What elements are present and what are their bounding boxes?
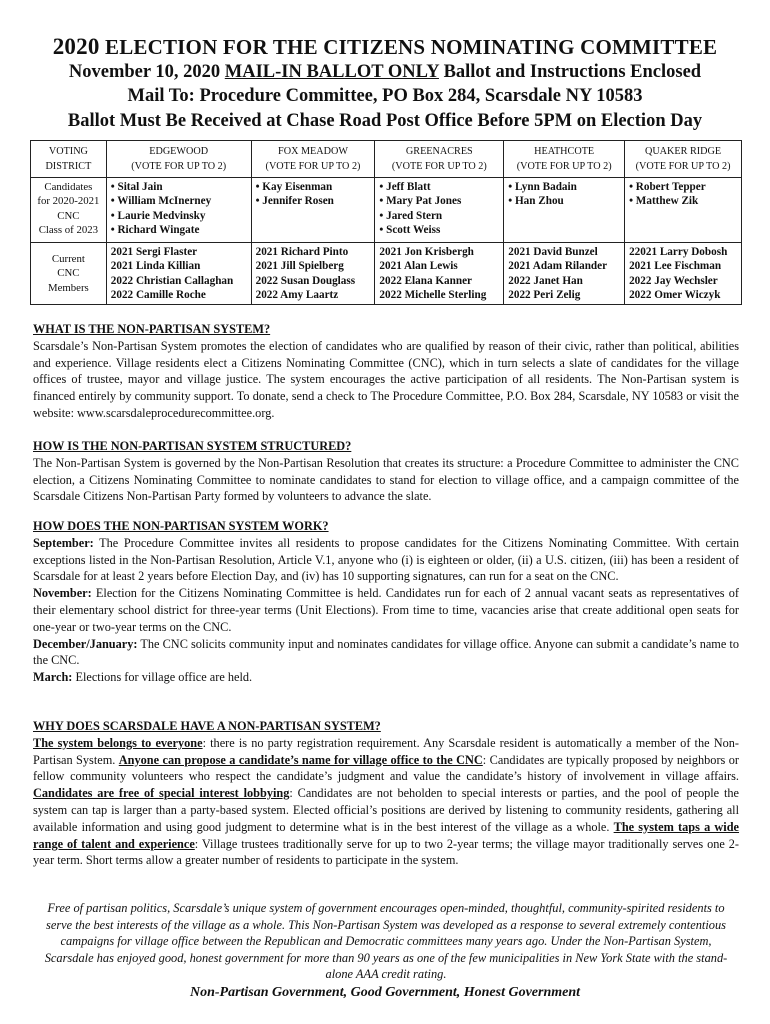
- september-paragraph: September: The Procedure Committee invites all residents to propose candidates for the Citizens Nominating Committee. With certain exceptions listed in the Non-Partisan Resolution, Article V.1, anyone who (i) is eighteen or older, (ii) a U.S. citizen, (iii) has been a resident of Scarsdale for at least 2 years before Election Day, and (iv) has 10 supporting signatures, can run for a seat on the CNC.: [33, 535, 739, 584]
- november-paragraph: November: Election for the Citizens Nominating Committee is held. Candidates run for each of 2 annual vacant seats as representatives of their elementary school district for three-year terms (Unit Elections). From time to time, vacancies arise that create additional open seats for one-year or two-year terms on the CNC.: [33, 586, 739, 634]
- member-list: 22021 Larry Dobosh 2021 Lee Fischman 2022 Jay Wechsler 2022 Omer Wiczyk: [625, 243, 742, 305]
- march-paragraph: March: Elections for village office are held.: [33, 670, 253, 685]
- candidate-list: • Jeff Blatt • Mary Pat Jones • Jared Stern • Scott Weiss: [375, 178, 504, 243]
- district-header: QUAKER RIDGE (VOTE FOR UP TO 2): [625, 141, 742, 178]
- section-text: Scarsdale’s Non-Partisan System promotes the election of candidates who are qualified by reason of their civic, rather than political, abilities and experience. Village residents elect a Citizens Nominating Committee (CNC), which in turn selects a slate of candidates for the village offices of trustee, mayor and village justice. The system encourages the active participation of all residents. The Non-Partisan system is financed entirely by community support. To donate, send a check to The Procedure Committee, P.O. Box 284, Scarsdale, NY 10583 or visit the website: www.scarsdaleprocedurecommittee.org.: [33, 338, 739, 420]
- candidate-list: • Lynn Badain • Han Zhou: [504, 178, 625, 243]
- candidate-list: • Kay Eisenman • Jennifer Rosen: [251, 178, 375, 243]
- section-text: The Non-Partisan System is governed by the Non-Partisan Resolution that creates its structure: a Procedure Committee to administer the CNC election, a Citizens Nominating Committee to nominate candidates to stand for election to village office, and a campaign committee of the Scarsdale Citizens Non-Partisan Party formed by volunteers to advance the slate.: [33, 455, 739, 504]
- candidates-label: Candidates for 2020-2021 CNC Class of 2023: [31, 178, 107, 243]
- candidate-list: • Sital Jain • William McInerney • Laurie Medvinsky • Richard Wingate: [106, 178, 251, 243]
- election-title: [0, 34, 770, 60]
- election-title-rest: ELECTION FOR THE CITIZENS NOMINATING COMMITTEE: [104, 35, 718, 59]
- district-table: [30, 140, 742, 305]
- section-heading: HOW IS THE NON-PARTISAN SYSTEM STRUCTURED?: [33, 439, 352, 453]
- member-list: 2021 Richard Pinto 2021 Jill Spielberg 2022 Susan Douglass 2022 Amy Laartz: [251, 243, 375, 305]
- deadline-notice: Ballot Must Be Received at Chase Road Post Office Before 5PM on Election Day: [67, 111, 703, 131]
- member-list: 2021 David Bunzel 2021 Adam Rilander 2022 Janet Han 2022 Peri Zelig: [504, 243, 625, 305]
- table-header-row: [31, 141, 742, 178]
- enclosure-notice: Ballot and Instructions Enclosed: [438, 62, 702, 82]
- candidate-list: • Robert Tepper • Matthew Zik: [625, 178, 742, 243]
- member-list: 2021 Jon Krisbergh 2021 Alan Lewis 2022 Elana Kanner 2022 Michelle Sterling: [375, 243, 504, 305]
- candidates-row: [31, 178, 742, 243]
- section-text: The system belongs to everyone: there is no party registration requirement. Any Scarsdale resident is automatically a member of the Non- Partisan System. Anyone can propose a candidate’s name for village office to the CNC: Candidates are typically proposed by neighbors or fellow community volunteers who respect the candidate’s judgment and value the candidate’s history of involvement in village affairs. Candidates are free of special interest lobbying: Candidates are not beholden to special interests or parties, and the pool of people the system can tap is larger than a party-based system. Elected official’s positions are derived by listening to community residents, gathering all available information and using good judgment to determine what is in the best interest of the village as a whole. The system taps a wide range of talent and experience: Village trustees traditionally serve for up to two 2-year terms; the village mayor traditionally serves one 2-year term. Short terms allow a greater number of residents to participate in the system.: [33, 735, 740, 868]
- mail-to-address: Mail To: Procedure Committee, PO Box 284, Scarsdale NY 10583: [127, 86, 643, 106]
- district-header: GREENACRES (VOTE FOR UP TO 2): [375, 141, 504, 178]
- section-structure: [33, 438, 739, 505]
- voting-district-header: VOTING DISTRICT: [31, 141, 107, 178]
- section-heading: WHAT IS THE NON-PARTISAN SYSTEM?: [33, 322, 271, 336]
- district-header: HEATHCOTE (VOTE FOR UP TO 2): [504, 141, 625, 178]
- members-label: Current CNC Members: [31, 243, 107, 305]
- mail-in-notice: MAIL-IN BALLOT ONLY: [224, 62, 439, 82]
- section-what-is: [33, 321, 739, 422]
- members-row: [31, 243, 742, 305]
- district-header: FOX MEADOW (VOTE FOR UP TO 2): [251, 141, 375, 178]
- tagline: Non-Partisan Government, Good Government, Honest Government: [189, 985, 581, 1000]
- section-how-it-works: [33, 518, 739, 686]
- section-heading: WHY DOES SCARSDALE HAVE A NON-PARTISAN SYSTEM?: [33, 719, 381, 733]
- closing-statement: Free of partisan politics, Scarsdale’s unique system of government encourages open-minded, thoughtful, community-spirited residents to serve the best interests of the village as a whole. This Non-Partisan System was developed as a response to several extremely contentious campaigns for village office between the Republican and Democratic committees many years ago. Under the Non-Partisan System, Scarsdale has enjoyed good, honest government for more than 90 years as one of the few municipalities in New York State with the stand-alone AAA credit rating.: [44, 901, 728, 982]
- election-year: 2020: [52, 34, 100, 59]
- section-heading: HOW DOES THE NON-PARTISAN SYSTEM WORK?: [33, 519, 329, 533]
- section-why: [33, 718, 739, 869]
- election-date-line: [0, 62, 770, 83]
- december-paragraph: December/January: The CNC solicits community input and nominates candidates for village office. Anyone can submit a candidate’s name to the CNC.: [33, 636, 739, 668]
- district-header: EDGEWOOD (VOTE FOR UP TO 2): [106, 141, 251, 178]
- election-date: November 10, 2020: [68, 62, 225, 82]
- member-list: 2021 Sergi Flaster 2021 Linda Killian 2022 Christian Callaghan 2022 Camille Roche: [106, 243, 251, 305]
